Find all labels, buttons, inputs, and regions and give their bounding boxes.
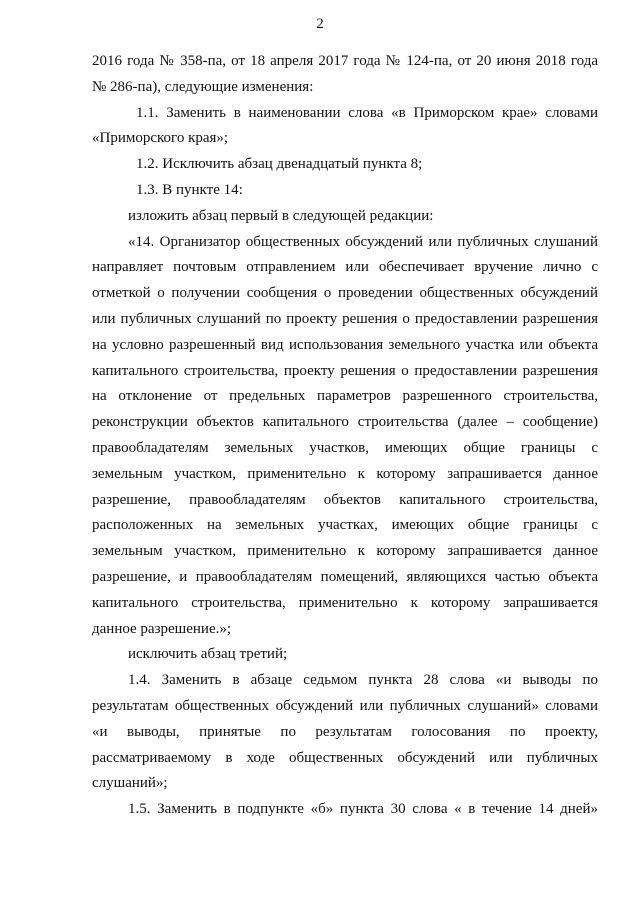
text-line: реконструкции объектов капитального строительства (далее – сообщение) [92,414,598,431]
list-item-1-3: 1.3. В пункте 14: [136,181,243,198]
list-item-1-2: 1.2. Исключить абзац двенадцатый пункта 8; [136,156,423,173]
text-line: результатам общественных обсуждений или публичных слушаний» словами [92,697,598,714]
text-line: направляет почтовым отправлением или обеспечивает вручение лично с [92,259,598,276]
text-line: № 286-па), следующие изменения: [92,78,314,95]
text-line: капитального строительства, проекту решения о предоставлении разрешения [92,362,598,379]
quoted-paragraph-start: «14. Организатор общественных обсуждений или публичных слушаний [128,233,598,250]
text-line: отметкой о получении сообщения о проведении общественных обсуждений [92,285,598,302]
page-number: 2 [316,16,324,32]
text-line: правообладателям земельных участков, имеющих общие границы с [92,439,598,456]
text-line: или публичных слушаний по проекту решения о предоставлении разрешения [92,310,598,327]
list-item-1-5: 1.5. Заменить в подпункте «б» пункта 30 слова « в течение 14 дней» [128,801,598,818]
text-line: разрешение, правообладателям объектов капитального строительства, [92,491,598,508]
text-line: земельным участком, применительно к которому запрашивается данное [92,465,598,482]
text-line: слушаний»; [92,775,168,792]
text-line: данное разрешение.»; [92,620,232,637]
list-item-1-1: 1.1. Заменить в наименовании слова «в Приморском крае» словами [136,104,598,121]
text-line: на отклонение от предельных параметров разрешенного строительства, [92,388,598,405]
text-line: 2016 года № 358-па, от 18 апреля 2017 года № 124-па, от 20 июня 2018 года [92,53,598,69]
text-line: «Приморского края»; [92,130,229,147]
text-line: на условно разрешенный вид использования земельного участка или объекта [92,336,598,353]
text-line: «и выводы, принятые по результатам голосования по проекту, [92,723,598,740]
text-line: исключить абзац третий; [128,646,288,663]
text-line: земельным участком, применительно к которому запрашивается данное [92,543,598,560]
list-item-1-4: 1.4. Заменить в абзаце седьмом пункта 28 слова «и выводы по [128,672,598,689]
text-line: расположенных на земельных участках, имеющих общие границы с [92,517,598,534]
document-body [92,49,598,823]
text-line: разрешение, и правообладателям помещений, являющихся частью объекта [92,568,598,585]
text-line: рассматриваемому в ходе общественных обсуждений или публичных [92,749,598,766]
text-line: изложить абзац первый в следующей редакции: [128,207,434,224]
text-line: капитального строительства, применительно к которому запрашивается [92,594,598,611]
